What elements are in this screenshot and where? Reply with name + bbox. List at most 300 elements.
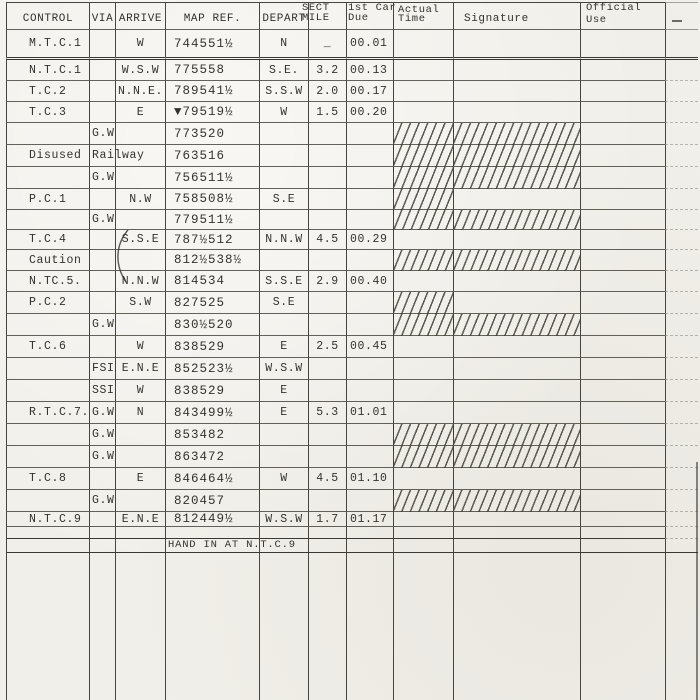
cell-control xyxy=(6,424,89,446)
cell-official xyxy=(580,292,665,314)
cell-due: 00.29 xyxy=(346,230,393,250)
cell-official xyxy=(580,230,665,250)
cell-depart xyxy=(259,167,308,189)
blank-continuation xyxy=(165,553,259,700)
page-margin-strip xyxy=(665,292,698,314)
cell-depart: W xyxy=(259,102,308,123)
cell-time xyxy=(393,167,453,189)
hand-in-band xyxy=(580,539,665,553)
page-margin-strip xyxy=(665,60,698,81)
cell-official xyxy=(580,468,665,490)
hand-in-band xyxy=(665,539,698,553)
cell-via: G.W xyxy=(89,210,115,230)
col-header-official-use xyxy=(580,2,665,30)
cell-via xyxy=(89,102,115,123)
cell-arrive: E.N.E xyxy=(115,512,165,527)
cell-due: 00.13 xyxy=(346,60,393,81)
cell-depart xyxy=(259,446,308,468)
page-margin-strip xyxy=(665,336,698,358)
col-header-actual-time-label: Actual Time xyxy=(398,4,440,25)
cell-due xyxy=(346,314,393,336)
cell-control: N.T.C.9 xyxy=(6,512,89,527)
cell-map: 846464½ xyxy=(165,468,259,490)
blank-continuation xyxy=(393,553,453,700)
cell-sect xyxy=(308,145,346,167)
cell-arrive: W xyxy=(115,30,165,60)
cell-control: Disused xyxy=(6,145,89,167)
cell-control xyxy=(6,167,89,189)
cell-depart: W.S.W xyxy=(259,512,308,527)
cell-sect xyxy=(308,292,346,314)
col-header-map-ref xyxy=(165,2,259,30)
cell-sig xyxy=(453,490,580,512)
cell-official xyxy=(580,81,665,102)
cell-time xyxy=(393,123,453,145)
col-header-signature-label: Signature xyxy=(464,13,529,25)
cell-via xyxy=(89,512,115,527)
cell-sect xyxy=(308,446,346,468)
cell-map xyxy=(165,527,259,539)
hand-in-band xyxy=(308,539,346,553)
cell-map: 779511½ xyxy=(165,210,259,230)
page-margin-strip xyxy=(665,512,698,527)
page-margin-strip xyxy=(665,490,698,512)
cell-depart xyxy=(259,210,308,230)
cell-due: 00.17 xyxy=(346,81,393,102)
cell-arrive: W.S.W xyxy=(115,60,165,81)
cell-sig xyxy=(453,60,580,81)
cell-via: Railway xyxy=(89,145,115,167)
cell-via xyxy=(89,60,115,81)
cell-time xyxy=(393,490,453,512)
cell-official xyxy=(580,380,665,402)
page-margin-strip xyxy=(665,250,698,271)
cell-time xyxy=(393,81,453,102)
page-margin-strip xyxy=(665,230,698,250)
cell-via xyxy=(89,527,115,539)
cell-map: 843499½ xyxy=(165,402,259,424)
col-header-official-use-label: Official Use xyxy=(586,2,642,26)
cell-map: 763516 xyxy=(165,145,259,167)
cell-sect: 2.9 xyxy=(308,271,346,292)
cell-via: G.W xyxy=(89,490,115,512)
cell-control: T.C.3 xyxy=(6,102,89,123)
page-margin-strip xyxy=(665,30,698,60)
cell-official xyxy=(580,446,665,468)
col-header-via xyxy=(89,2,115,30)
cell-control: T.C.8 xyxy=(6,468,89,490)
cell-sig xyxy=(453,468,580,490)
cell-time xyxy=(393,271,453,292)
cell-due xyxy=(346,527,393,539)
cell-time xyxy=(393,60,453,81)
cell-depart xyxy=(259,490,308,512)
cell-time xyxy=(393,358,453,380)
cell-sect: 4.5 xyxy=(308,468,346,490)
cell-sect: 1.7 xyxy=(308,512,346,527)
page-margin-strip xyxy=(665,468,698,490)
cell-control xyxy=(6,446,89,468)
cell-depart xyxy=(259,145,308,167)
cell-via: G.W xyxy=(89,314,115,336)
cell-map: 838529 xyxy=(165,336,259,358)
cell-sect xyxy=(308,314,346,336)
cell-sig xyxy=(453,210,580,230)
cell-time xyxy=(393,145,453,167)
col-header-arrive-label: ARRIVE xyxy=(118,13,163,25)
cell-due xyxy=(346,167,393,189)
cell-arrive: N.W xyxy=(115,189,165,210)
cell-map: 758508½ xyxy=(165,189,259,210)
cell-sect: 2.5 xyxy=(308,336,346,358)
page-margin-strip xyxy=(665,358,698,380)
cell-map: 744551½ xyxy=(165,30,259,60)
cell-map: 838529 xyxy=(165,380,259,402)
cell-depart: S.E xyxy=(259,292,308,314)
route-card-table xyxy=(6,2,698,700)
col-header-sect-mile xyxy=(302,2,346,30)
cell-due xyxy=(346,358,393,380)
page-margin-strip xyxy=(665,81,698,102)
cell-depart xyxy=(259,314,308,336)
cell-sig xyxy=(453,402,580,424)
cell-via: FSI xyxy=(89,358,115,380)
hand-in-band xyxy=(453,539,580,553)
cell-time xyxy=(393,336,453,358)
col-header-map-ref-label: MAP REF. xyxy=(183,13,242,25)
hand-in-band xyxy=(115,539,165,553)
cell-sig xyxy=(453,424,580,446)
cell-sect: 5.3 xyxy=(308,402,346,424)
cell-sect: 2.0 xyxy=(308,81,346,102)
cell-via xyxy=(89,81,115,102)
cell-sig xyxy=(453,314,580,336)
cell-arrive xyxy=(115,210,165,230)
cell-sect xyxy=(308,358,346,380)
page-margin-strip xyxy=(665,380,698,402)
page-margin-strip xyxy=(665,446,698,468)
cell-due: 01.17 xyxy=(346,512,393,527)
cell-sig xyxy=(453,512,580,527)
cell-arrive: E.N.E xyxy=(115,358,165,380)
cell-official xyxy=(580,424,665,446)
cell-official xyxy=(580,490,665,512)
blank-continuation xyxy=(259,553,308,700)
blank-continuation xyxy=(453,553,580,700)
cell-via xyxy=(89,468,115,490)
cell-control xyxy=(6,358,89,380)
cell-sig xyxy=(453,30,580,60)
cell-map: 787½512 xyxy=(165,230,259,250)
cell-official xyxy=(580,402,665,424)
cell-map: 852523½ xyxy=(165,358,259,380)
cell-depart: S.E. xyxy=(259,60,308,81)
cell-control: M.T.C.1 xyxy=(6,30,89,60)
page-margin-strip xyxy=(665,102,698,123)
cell-depart: S.S.W xyxy=(259,81,308,102)
cell-depart: W xyxy=(259,468,308,490)
cell-via xyxy=(89,30,115,60)
cell-due xyxy=(346,446,393,468)
cell-time xyxy=(393,527,453,539)
cell-due xyxy=(346,490,393,512)
cell-sect xyxy=(308,167,346,189)
cell-control xyxy=(6,314,89,336)
col-header-sect-mile-label: SECT MILE xyxy=(302,2,330,24)
col-header-control xyxy=(6,2,89,30)
cell-depart: S.S.E xyxy=(259,271,308,292)
cell-time xyxy=(393,468,453,490)
col-header-control-label: CONTROL xyxy=(22,13,74,25)
cell-sig xyxy=(453,102,580,123)
cell-official xyxy=(580,336,665,358)
cell-due xyxy=(346,380,393,402)
cell-official xyxy=(580,210,665,230)
cell-official xyxy=(580,512,665,527)
cell-arrive: N.N.W xyxy=(115,271,165,292)
cell-arrive xyxy=(115,123,165,145)
blank-continuation xyxy=(580,553,665,700)
cell-time xyxy=(393,380,453,402)
cell-control xyxy=(6,490,89,512)
col-header-first-car-due-label: 1st Car Due xyxy=(348,2,397,24)
cell-arrive: S.S.E xyxy=(115,230,165,250)
cell-official xyxy=(580,189,665,210)
cell-sig xyxy=(453,336,580,358)
cell-arrive: W xyxy=(115,380,165,402)
cell-due xyxy=(346,210,393,230)
cell-sig xyxy=(453,189,580,210)
cell-official xyxy=(580,30,665,60)
cell-arrive: W xyxy=(115,336,165,358)
cell-due: 00.45 xyxy=(346,336,393,358)
cell-official xyxy=(580,271,665,292)
cell-time xyxy=(393,102,453,123)
hand-in-band xyxy=(346,539,393,553)
cell-sect xyxy=(308,380,346,402)
cell-sect xyxy=(308,123,346,145)
cell-control: N.TC.5. xyxy=(6,271,89,292)
cell-official xyxy=(580,527,665,539)
cell-via xyxy=(89,292,115,314)
cell-sect xyxy=(308,250,346,271)
cell-depart: W.S.W xyxy=(259,358,308,380)
cell-due xyxy=(346,189,393,210)
cell-official xyxy=(580,250,665,271)
cell-via xyxy=(89,336,115,358)
cell-official xyxy=(580,60,665,81)
blank-continuation xyxy=(6,553,89,700)
col-header-first-car-due xyxy=(346,2,397,30)
cell-depart: E xyxy=(259,380,308,402)
cell-due: 00.20 xyxy=(346,102,393,123)
cell-map: 827525 xyxy=(165,292,259,314)
col-header-depart-label: DEPART xyxy=(262,13,306,25)
cell-control: N.T.C.1 xyxy=(6,60,89,81)
blank-continuation xyxy=(665,553,698,700)
cell-via: G.W xyxy=(89,424,115,446)
cell-depart: E xyxy=(259,336,308,358)
cell-map: 820457 xyxy=(165,490,259,512)
col-header-via-label: VIA xyxy=(91,13,114,25)
cell-map: 853482 xyxy=(165,424,259,446)
cell-time xyxy=(393,314,453,336)
cell-via: G.W xyxy=(89,446,115,468)
cell-sig xyxy=(453,145,580,167)
page-margin-strip xyxy=(665,189,698,210)
cell-map: 863472 xyxy=(165,446,259,468)
cell-control: Caution xyxy=(6,250,89,271)
blank-continuation xyxy=(89,553,115,700)
hand-in-note: HAND IN AT N.T.C.9 xyxy=(168,539,296,551)
cell-due: 01.01 xyxy=(346,402,393,424)
hand-in-band xyxy=(89,539,115,553)
col-header-arrive xyxy=(115,2,165,30)
cell-arrive xyxy=(115,490,165,512)
cell-control xyxy=(6,527,89,539)
cell-sig xyxy=(453,123,580,145)
cell-depart: E xyxy=(259,402,308,424)
page-margin-strip xyxy=(665,424,698,446)
cell-map: 773520 xyxy=(165,123,259,145)
cell-sect xyxy=(308,189,346,210)
cell-control xyxy=(6,210,89,230)
blank-continuation xyxy=(346,553,393,700)
cell-sig xyxy=(453,446,580,468)
cell-due: 00.40 xyxy=(346,271,393,292)
cell-time xyxy=(393,250,453,271)
cell-time xyxy=(393,424,453,446)
cell-depart: N xyxy=(259,30,308,60)
cell-sig xyxy=(453,271,580,292)
cell-sig xyxy=(453,250,580,271)
cell-sect: _ xyxy=(308,30,346,60)
cell-sect: 1.5 xyxy=(308,102,346,123)
cell-due xyxy=(346,123,393,145)
cell-depart: N.N.W xyxy=(259,230,308,250)
cell-sect xyxy=(308,527,346,539)
cell-due xyxy=(346,145,393,167)
cell-control: T.C.4 xyxy=(6,230,89,250)
scan-edge-artifact xyxy=(696,462,698,700)
cell-map: 830½520 xyxy=(165,314,259,336)
cell-arrive: E xyxy=(115,102,165,123)
page-margin-strip xyxy=(665,210,698,230)
page-margin-strip xyxy=(665,145,698,167)
cell-control: R.T.C.7. xyxy=(6,402,89,424)
cell-arrive xyxy=(115,424,165,446)
cell-depart xyxy=(259,527,308,539)
col-header-depart xyxy=(259,2,308,30)
cell-time xyxy=(393,512,453,527)
cell-sect xyxy=(308,424,346,446)
cell-due xyxy=(346,424,393,446)
cell-time xyxy=(393,210,453,230)
cell-due: 01.10 xyxy=(346,468,393,490)
cell-sig xyxy=(453,292,580,314)
cell-time xyxy=(393,30,453,60)
page-margin-strip xyxy=(665,527,698,539)
cell-control: P.C.1 xyxy=(6,189,89,210)
cell-via xyxy=(89,189,115,210)
cell-map: 814534 xyxy=(165,271,259,292)
cell-map: 789541½ xyxy=(165,81,259,102)
cell-map: 775558 xyxy=(165,60,259,81)
cell-time xyxy=(393,402,453,424)
cell-arrive: N.N.E. xyxy=(115,81,165,102)
stray-pen-dash xyxy=(672,20,682,22)
cell-due: 00.01 xyxy=(346,30,393,60)
blank-continuation xyxy=(308,553,346,700)
cell-time xyxy=(393,292,453,314)
hand-in-band xyxy=(393,539,453,553)
cell-arrive xyxy=(115,446,165,468)
cell-sect xyxy=(308,490,346,512)
col-header-signature xyxy=(453,2,580,30)
cell-depart xyxy=(259,123,308,145)
cell-time xyxy=(393,446,453,468)
cell-map: 812½538½ xyxy=(165,250,259,271)
cell-official xyxy=(580,145,665,167)
cell-arrive: E xyxy=(115,468,165,490)
cell-time xyxy=(393,189,453,210)
cell-arrive: S.W xyxy=(115,292,165,314)
cell-control: T.C.2 xyxy=(6,81,89,102)
page-margin-strip xyxy=(665,167,698,189)
cell-depart: S.E xyxy=(259,189,308,210)
cell-map: ▼79519½ xyxy=(165,102,259,123)
cell-arrive xyxy=(115,145,165,167)
blank-continuation xyxy=(115,553,165,700)
cell-official xyxy=(580,123,665,145)
cell-control: P.C.2 xyxy=(6,292,89,314)
cell-depart xyxy=(259,250,308,271)
cell-via: G.W xyxy=(89,167,115,189)
page-margin-strip xyxy=(665,402,698,424)
cell-arrive xyxy=(115,314,165,336)
cell-official xyxy=(580,167,665,189)
cell-sig xyxy=(453,81,580,102)
cell-depart xyxy=(259,424,308,446)
cell-arrive: N xyxy=(115,402,165,424)
cell-official xyxy=(580,102,665,123)
cell-sect: 3.2 xyxy=(308,60,346,81)
cell-sect xyxy=(308,210,346,230)
page-margin-strip xyxy=(665,314,698,336)
page-margin-strip xyxy=(665,271,698,292)
cell-sig xyxy=(453,358,580,380)
page-margin-strip xyxy=(665,123,698,145)
cell-map: 812449½ xyxy=(165,512,259,527)
cell-via: G.W xyxy=(89,123,115,145)
cell-control: T.C.6 xyxy=(6,336,89,358)
hand-in-band xyxy=(6,539,89,553)
cell-official xyxy=(580,358,665,380)
cell-sig xyxy=(453,527,580,539)
cell-control xyxy=(6,123,89,145)
cell-sig xyxy=(453,230,580,250)
cell-map: 756511½ xyxy=(165,167,259,189)
col-header-actual-time xyxy=(393,2,453,30)
cell-sig xyxy=(453,380,580,402)
cell-due xyxy=(346,250,393,271)
cell-arrive xyxy=(115,167,165,189)
cell-time xyxy=(393,230,453,250)
cell-due xyxy=(346,292,393,314)
pen-bracket-mark xyxy=(112,228,132,284)
page-margin-strip xyxy=(665,2,698,30)
cell-arrive xyxy=(115,527,165,539)
